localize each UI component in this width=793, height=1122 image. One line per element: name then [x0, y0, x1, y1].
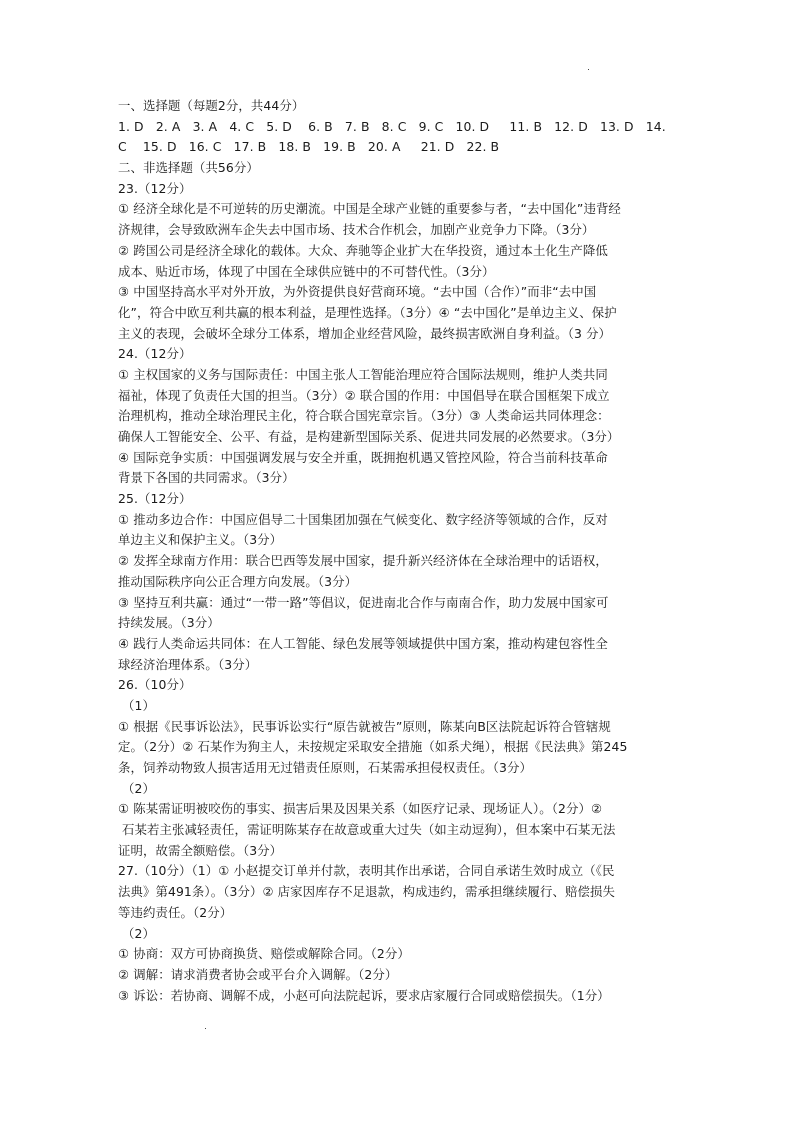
- answer-line: ② 调解：请求消费者协会或平台介入调解。（2分）: [118, 966, 398, 982]
- answer-line: 福祉，体现了负责任大国的担当。（3分）② 联合国的作用：中国倡导在联合国框架下成立: [118, 387, 610, 403]
- scan-dot: [588, 69, 589, 70]
- answer-line: 单边主义和保护主义。（3分）: [118, 532, 283, 548]
- scan-dot: [205, 1028, 206, 1029]
- answer-line: 证明，故需全额赔偿。（3分）: [118, 842, 283, 858]
- answer-line: 背景下各国的共同需求。（3分）: [118, 470, 295, 486]
- answer-line: 条，饲养动物致人损害适用无过错责任原则，石某需承担侵权责任。（3分）: [118, 760, 532, 775]
- choice-answers-line-2: C 15. D 16. C 17. B 18. B 19. B 20. A 21. D 22. B: [118, 139, 500, 155]
- answer-line: 化”，符合中欧互利共赢的根本利益，是理性选择。（3分）④ “去中国化”是单边主义、保护: [118, 304, 617, 320]
- answer-line: 石某若主张减轻责任，需证明陈某存在故意或重大过失（如主动逗狗），但本案中石某无法: [118, 822, 616, 838]
- answer-line: 球经济治理体系。（3分）: [118, 656, 258, 672]
- question-25-heading: 25.（12分）: [118, 491, 192, 507]
- answer-line: ③ 诉讼：若协商、调解不成，小赵可向法院起诉，要求店家履行合同或赔偿损失。（1分）: [118, 987, 610, 1003]
- sub-question-label: （2）: [118, 925, 156, 941]
- answer-line: ② 跨国公司是经济全球化的载体。大众、奔驰等企业扩大在华投资，通过本土化生产降低: [118, 242, 608, 258]
- answer-line: ④ 国际竞争实质：中国强调发展与安全并重，既拥抱机遇又管控风险，符合当前科技革命: [118, 449, 608, 465]
- answer-line: 等违约责任。（2分）: [118, 904, 233, 920]
- section-title-choice: 一、选择题（每题2分，共44分）: [118, 98, 305, 113]
- answer-line: ① 根据《民事诉讼法》，民事诉讼实行“原告就被告”原则，陈某向B区法院起诉符合管辖规: [118, 718, 611, 734]
- answer-line: ② 发挥全球南方作用：联合巴西等发展中国家，提升新兴经济体在全球治理中的话语权，: [118, 553, 608, 569]
- answer-line: 法典》第491条）。（3分）② 店家因库存不足退款，构成违约，需承担继续履行、赔偿损失: [118, 884, 615, 900]
- question-24-heading: 24.（12分）: [118, 346, 192, 362]
- answer-line: ① 经济全球化是不可逆转的历史潮流。中国是全球产业链的重要参与者，“去中国化”违背经: [118, 201, 621, 217]
- answer-line: ① 协商：双方可协商换货、赔偿或解除合同。（2分）: [118, 946, 410, 962]
- answer-line: ③ 坚持互利共赢：通过“一带一路”等倡议，促进南北合作与南南合作，助力发展中国家可: [118, 594, 609, 610]
- answer-line: ① 主权国家的义务与国际责任：中国主张人工智能治理应符合国际法规则，维护人类共同: [118, 366, 608, 382]
- answer-line: ① 陈某需证明被咬伤的事实、损害后果及因果关系（如医疗记录、现场证人）。（2分）②: [118, 801, 603, 817]
- sub-question-label: （1）: [118, 697, 156, 713]
- answer-line: ① 推动多边合作：中国应倡导二十国集团加强在气候变化、数字经济等领域的合作，反对: [118, 511, 608, 527]
- answer-line: ④ 践行人类命运共同体：在人工智能、绿色发展等领域提供中国方案，推动构建包容性全: [118, 635, 608, 651]
- answer-line: 治理机构，推动全球治理民主化，符合联合国宪章宗旨。（3分）③ 人类命运共同体理念：: [118, 408, 610, 424]
- answer-key: [118, 96, 680, 1006]
- answer-line: ③ 中国坚持高水平对外开放，为外资提供良好营商环境。“去中国（合作）”而非“去中国: [118, 284, 597, 300]
- section-title-nonchoice: 二、非选择题（共56分）: [118, 160, 259, 176]
- question-26-heading: 26.（10分）: [118, 677, 192, 693]
- answer-line: 持续发展。（3分）: [118, 615, 220, 631]
- answer-line: 推动国际秩序向公正合理方向发展。（3分）: [118, 573, 358, 589]
- answer-line: 确保人工智能安全、公平、有益，是构建新型国际关系、促进共同发展的必然要求。（3分）: [118, 429, 620, 444]
- sub-question-label: （2）: [118, 780, 156, 796]
- answer-line: 济规律，会导致欧洲车企失去中国市场、技术合作机会，加剧产业竞争力下降。（3分）: [118, 222, 595, 238]
- choice-answers-line-1: 1. D 2. A 3. A 4. C 5. D 6. B 7. B 8. C 9. C 10. D 11. B 12. D 13. D 14.: [118, 118, 666, 134]
- answer-line: 成本、贴近市场，体现了中国在全球供应链中的不可替代性。（3分）: [118, 263, 495, 279]
- answer-line: 定。（2分）② 石某作为狗主人，未按规定采取安全措施（如系犬绳），根据《民法典》第245: [118, 739, 628, 755]
- question-23-heading: 23.（12分）: [118, 180, 192, 196]
- question-27-heading: 27.（10分）（1）① 小赵提交订单并付款，表明其作出承诺，合同自承诺生效时成立（《民: [118, 863, 615, 879]
- answer-line: 主义的表现，会破坏全球分工体系，增加企业经营风险，最终损害欧洲自身利益。（3 分）: [118, 325, 611, 341]
